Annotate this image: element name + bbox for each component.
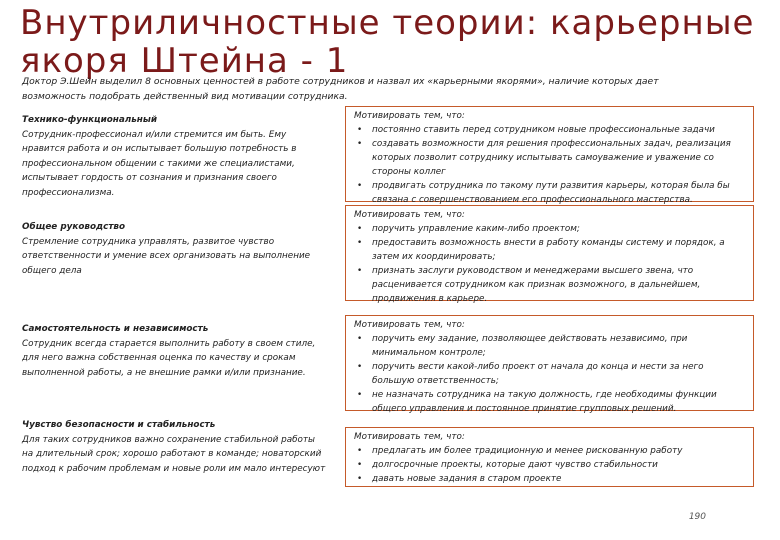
anchor-description-technical (22, 113, 327, 200)
motivation-box-management (345, 205, 754, 304)
anchor-heading: Общее руководство (22, 222, 126, 232)
motivation-heading: Мотивировать тем, что: (354, 210, 465, 220)
list-item: • не назначать сотрудника на такую должность, где необходимы функции общего управления и постоянное принятие групповых решений. (354, 388, 745, 416)
list-item: • давать новые задания в старом проекте (354, 472, 745, 486)
motivation-heading: Мотивировать тем, что: (354, 432, 465, 442)
slide-title: Внутриличностные теории: карьерные якоря Штейна - 1 (20, 3, 755, 81)
anchor-heading: Самостоятельность и независимость (22, 324, 209, 334)
list-item: • поручить вести какой-либо проект от начала до конца и нести за него большую ответственность; (354, 360, 745, 388)
list-item: • создавать возможности для решения профессиональных задач, реализация которых позволит сотруднику испытывать самоуважение и уважение со стороны коллег (354, 137, 745, 179)
list-item: • продвигать сотрудника по такому пути развития карьеры, которая была бы связана с совершенствованием его профессионального мастерства. (354, 179, 745, 207)
anchor-text: Для таких сотрудников важно сохранение стабильной работы на длительный срок; хорошо работают в команде; новаторский подход к рабочим проблемам и новые роли им мало интересуют (22, 434, 326, 474)
anchor-description-management (22, 220, 327, 278)
motivation-heading: Мотивировать тем, что: (354, 320, 465, 330)
motivation-list (354, 222, 745, 306)
motivation-box-autonomy (345, 315, 754, 414)
list-item: • постоянно ставить перед сотрудником новые профессиональные задачи (354, 123, 745, 137)
motivation-box-technical (345, 106, 754, 205)
anchor-heading: Чувство безопасности и стабильность (22, 420, 216, 430)
intro-text: Доктор Э.Шейн выделил 8 основных ценностей в работе сотрудников и назвал их «карьерными якорями», наличие которых дает возможность подобрать действенный вид мотивации сотрудника. (22, 76, 659, 102)
anchor-description-security (22, 418, 327, 476)
list-item: • предоставить возможность внести в работу команды систему и порядок, а затем их координировать; (354, 236, 745, 264)
motivation-heading: Мотивировать тем, что: (354, 111, 465, 121)
anchor-text: Сотрудник всегда старается выполнить работу в своем стиле, для него важна собственная оценка по качеству и срокам выполненной работы, а не внешние рамки и/или признание. (22, 338, 316, 378)
motivation-box-security (345, 427, 754, 487)
list-item: • поручить ему задание, позволяющее действовать независимо, при минимальном контроле; (354, 332, 745, 360)
motivation-list (354, 332, 745, 416)
anchor-heading: Технико-функциональный (22, 115, 158, 125)
list-item: • поручить управление каким-либо проектом; (354, 222, 745, 236)
anchor-text: Стремление сотрудника управлять, развитое чувство ответственности и умение всех организовать на выполнение общего дела (22, 236, 311, 276)
list-item: • предлагать им более традиционную и менее рискованную работу (354, 444, 745, 458)
anchor-text: Сотрудник-профессионал и/или стремится им быть. Ему нравится работа и он испытывает большую потребность в профессиональном общении с такими же специалистами, испытывает гордость от сознания и признания своего профессионализма. (22, 129, 297, 198)
anchor-description-autonomy (22, 322, 327, 380)
motivation-list (354, 123, 745, 207)
list-item: • долгосрочные проекты, которые дают чувство стабильности (354, 458, 745, 472)
motivation-list (354, 444, 745, 486)
page-number: 190 (688, 512, 706, 522)
list-item: • признать заслуги руководством и менеджерами высшего звена, что расценивается сотрудником как признак возможного, в дальнейшем, продвижения в карьере. (354, 264, 745, 306)
